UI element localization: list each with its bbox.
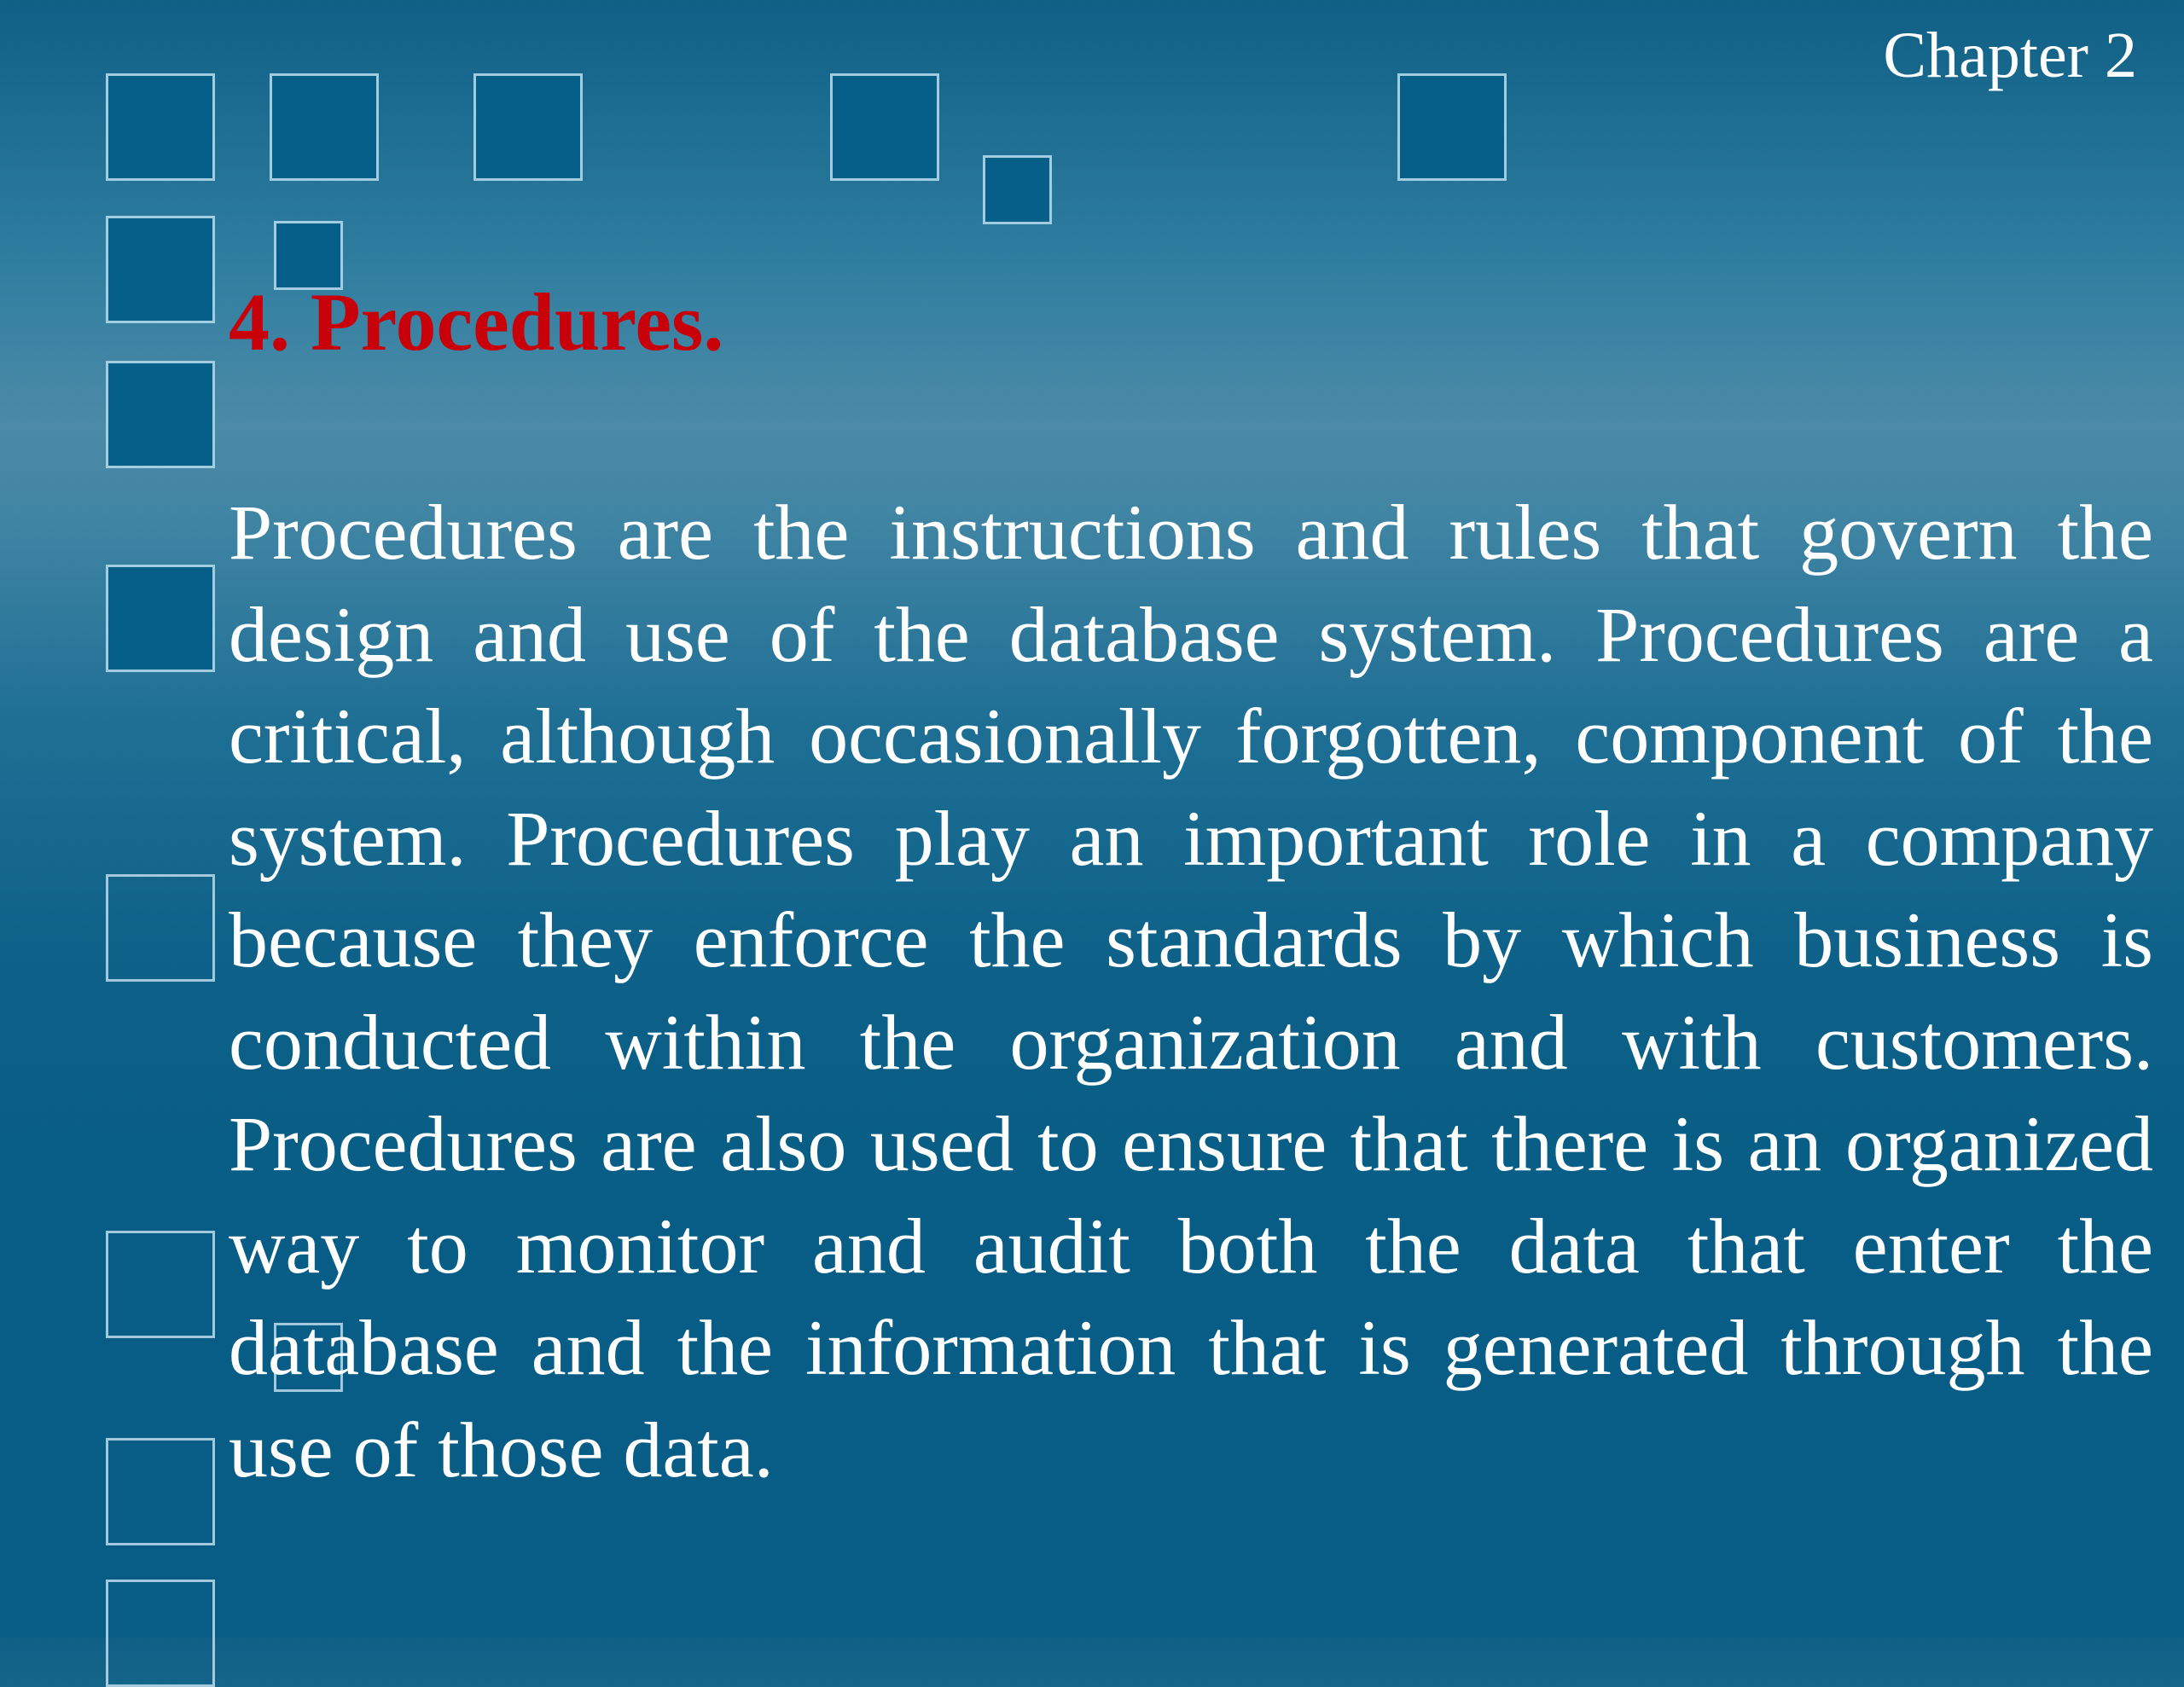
decorative-square: [106, 1580, 215, 1687]
decorative-square: [106, 216, 215, 323]
decorative-square: [106, 874, 215, 982]
decorative-square: [270, 73, 379, 181]
decorative-square: [106, 1231, 215, 1338]
slide-heading: 4. Procedures.: [229, 276, 724, 368]
decorative-square: [106, 565, 215, 672]
decorative-square: [983, 155, 1052, 224]
decorative-square: [106, 361, 215, 468]
decorative-square: [1397, 73, 1507, 181]
decorative-square: [106, 1438, 215, 1545]
decorative-square: [473, 73, 583, 181]
decorative-square: [830, 73, 939, 181]
decorative-square: [106, 73, 215, 181]
body-paragraph: Procedures are the instructions and rules that govern the design and use of the database system. Procedures are a critical, although occasionally forgotten, component of the system. Procedures play an important role in a company because they enforce the standards by which business is conducted within the organization and with customers. Procedures are also used to ensure that there is an organized way to monitor and audit both the data that enter the database and the information that is generated through the use of those data.: [229, 489, 2153, 1493]
chapter-label: Chapter 2: [1883, 20, 2137, 91]
